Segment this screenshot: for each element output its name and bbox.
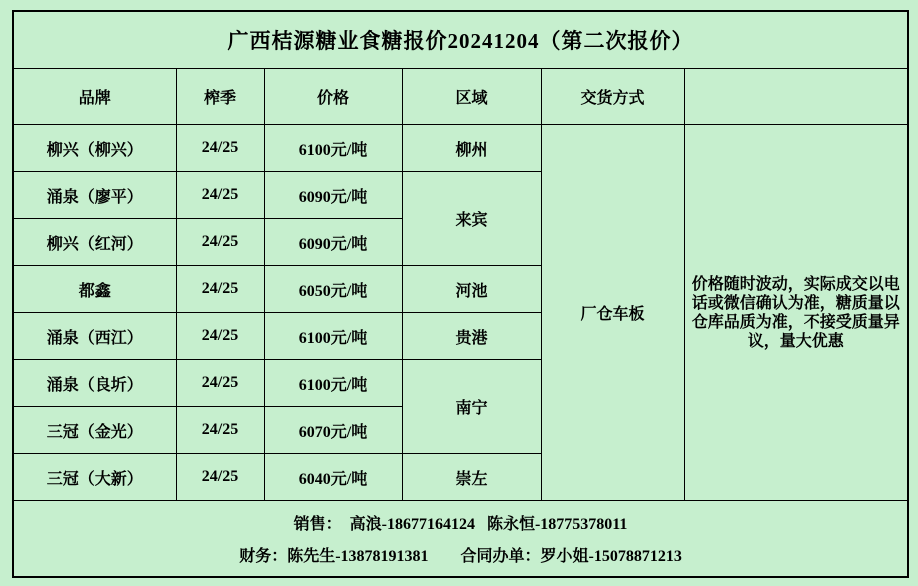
page-title: 广西桔源糖业食糖报价20241204（第二次报价） [13,11,908,69]
season-cell: 24/25 [176,313,264,360]
notes-cell: 价格随时波动，实际成交以电话或微信确认为准，糖质量以仓库品质为准，不接受质量异议，量大优惠 [684,125,908,501]
price-cell: 6040元/吨 [264,454,402,501]
sales-contact-line: 销售： 高浪-18677164124 陈永恒-18775378011 [293,516,628,534]
contact-footer-inner [14,501,907,576]
price-cell: 6100元/吨 [264,313,402,360]
brand-cell: 涌泉（廖平） [13,172,176,219]
region-cell: 来宾 [402,172,541,266]
col-header-brand: 品牌 [13,69,176,125]
region-cell: 柳州 [402,125,541,172]
brand-cell: 都鑫 [13,266,176,313]
brand-cell: 柳兴（红河） [13,219,176,266]
brand-cell: 三冠（大新） [13,454,176,501]
season-cell: 24/25 [176,407,264,454]
col-header-region: 区域 [402,69,541,125]
season-cell: 24/25 [176,219,264,266]
price-table [12,10,909,578]
price-cell: 6100元/吨 [264,125,402,172]
finance-contact-line: 财务：陈先生-13878191381 合同办单：罗小姐-15078871213 [239,547,682,565]
brand-cell: 柳兴（柳兴） [13,125,176,172]
col-header-price: 价格 [264,69,402,125]
price-cell: 6100元/吨 [264,360,402,407]
col-header-notes-empty [684,69,908,125]
brand-cell: 三冠（金光） [13,407,176,454]
delivery-method-cell: 厂仓车板 [541,125,684,501]
price-cell: 6090元/吨 [264,219,402,266]
season-cell: 24/25 [176,360,264,407]
contact-footer [13,501,908,578]
season-cell: 24/25 [176,454,264,501]
col-header-season: 榨季 [176,69,264,125]
brand-cell: 涌泉（西江） [13,313,176,360]
season-cell: 24/25 [176,125,264,172]
price-cell: 6070元/吨 [264,407,402,454]
region-cell: 崇左 [402,454,541,501]
price-cell: 6050元/吨 [264,266,402,313]
region-cell: 南宁 [402,360,541,454]
col-header-delivery: 交货方式 [541,69,684,125]
brand-cell: 涌泉（良圻） [13,360,176,407]
price-cell: 6090元/吨 [264,172,402,219]
season-cell: 24/25 [176,266,264,313]
table-row [13,125,908,172]
region-cell: 贵港 [402,313,541,360]
season-cell: 24/25 [176,172,264,219]
region-cell: 河池 [402,266,541,313]
